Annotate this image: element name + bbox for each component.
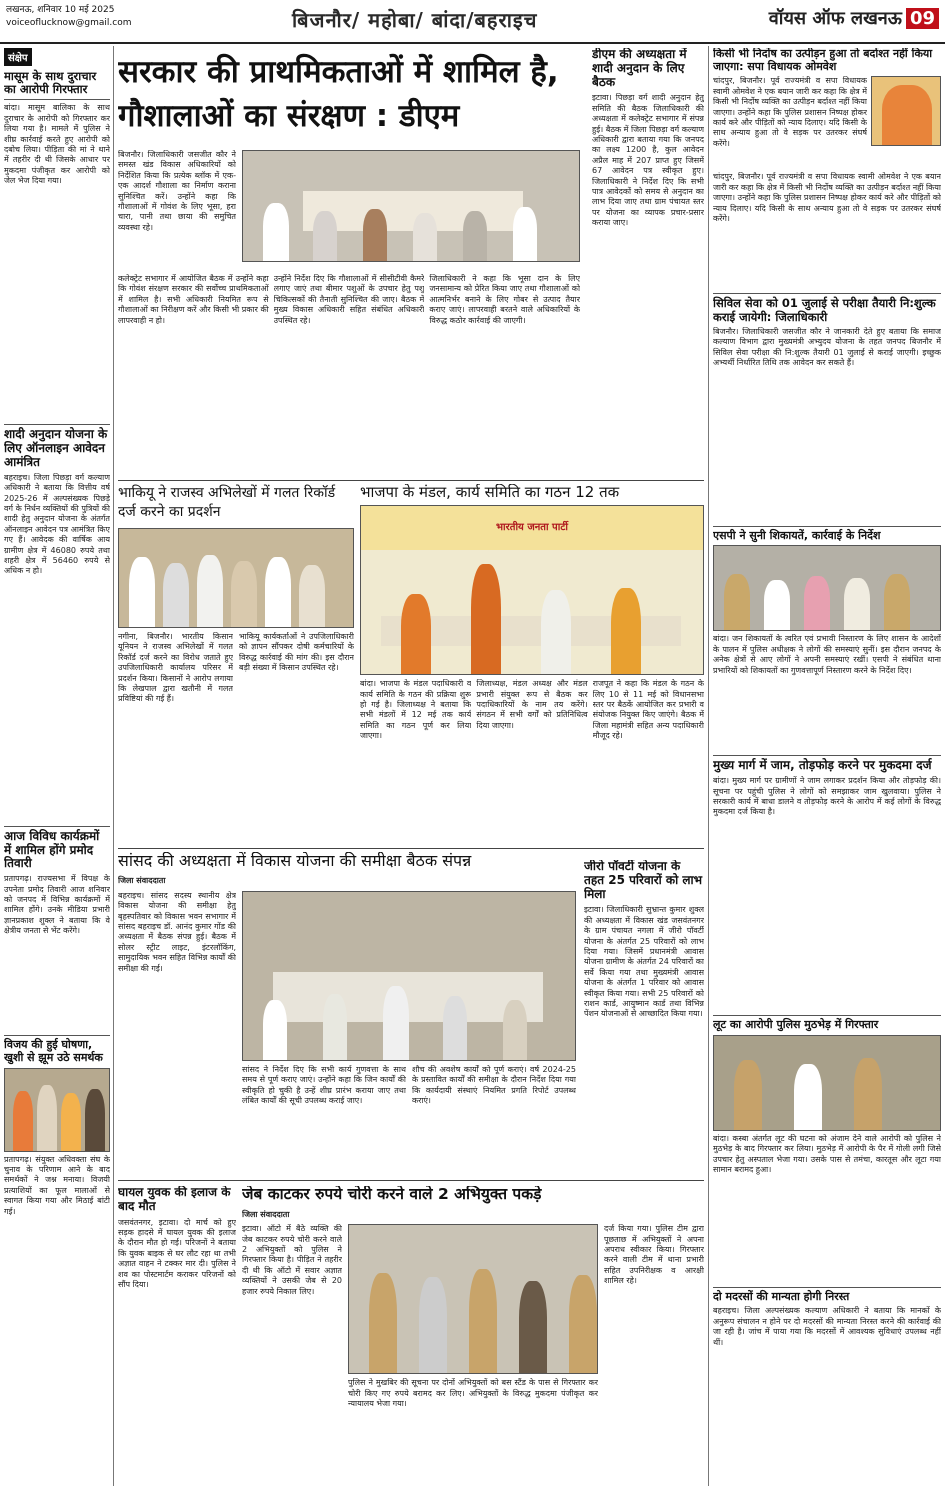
bjp-body: बांदा। भाजपा के मंडल पदाधिकारी व कार्य समिति के गठन की प्रक्रिया शुरू हो गई है। जिलाध्यक्ष ने बताया कि सभी मंडलों में 12 मई तक कार्य समिति का गठन पूर्ण कर लिया जाएगा।: [360, 679, 472, 741]
brief-body: प्रतापगढ़। संयुक्त अधिवक्ता संघ के चुनाव के परिणाम आने के बाद समर्थकों ने जश्न मनाया। विजयी प्रत्याशियों का फूल मालाओं से स्वागत किया गया और मिठाई बांटी गई।: [4, 1154, 110, 1216]
right-headline: दो मदरसों की मान्यता होगी निरस्त: [713, 1289, 850, 1303]
left-column: [4, 46, 110, 1482]
column-divider: [708, 46, 709, 1486]
bjp-body: जिलाध्यक्ष, मंडल अध्यक्ष और मंडल प्रभारी संयुक्त रूप से बैठक कर पदाधिकारियों के नाम तय करेंगे। संगठन में सभी वर्गों को प्रतिनिधित्व दिया जाएगा।: [476, 679, 588, 730]
row-divider: [118, 480, 704, 481]
section-title: बिजनौर/ महोबा/ बांदा/बहराइच: [292, 8, 538, 32]
brief-body: बहराइच। जिला पिछड़ा वर्ग कल्याण अधिकारी ने बताया कि वित्तीय वर्ष 2025-26 में अल्पसंख्यक पिछड़े वर्ग के निर्धन व्यक्तियों की पुत्रियों की शादी हेतु अनुदान योजना के अंतर्गत ऑनलाइन आवेदन पत्र आमंत्रित किए गए हैं। आवेदक की वार्षिक आय ग्रामीण क्षेत्र में 46080 रुपये तथा शहरी क्षेत्र में 56460 रुपये से अधिक न हो।: [4, 472, 110, 576]
right-body: बहराइच। जिला अल्पसंख्यक कल्याण अधिकारी ने बताया कि मानकों के अनुरूप संचालन न होने पर दो मदरसों की मान्यता निरस्त करने की कार्रवाई की जा रही है। जांच में पाया गया कि मदरसों में आवश्यक सुविधाएं उपलब्ध नहीं थीं।: [713, 1306, 941, 1347]
bjp-story: [360, 484, 704, 844]
pickpocket-body: इटावा। ऑटो में बैठे व्यक्ति की जेब काटकर रुपये चोरी करने वाले 2 अभियुक्तों को पुलिस ने गिरफ्तार किया है। पीड़ित ने तहरीर दी थी कि ऑटो में सवार अज्ञात व्यक्तियों ने उसकी जेब से 20 हजार रुपये निकाल लिए।: [242, 1224, 342, 1296]
brief-headline: शादी अनुदान योजना के लिए ऑनलाइन आवेदन आमंत्रित: [4, 427, 108, 470]
lead-story: [118, 150, 580, 480]
right-headline: सिविल सेवा को 01 जुलाई से परीक्षा तैयारी नि:शुल्क कराई जायेगी: जिलाधिकारी: [713, 296, 936, 324]
encounter-photo: [713, 1035, 941, 1131]
brief-body: बांदा। मासूम बालिका के साथ दुराचार के आरोपी को गिरफ्तार कर लिया गया है। मामले में पुलिस ने शीघ्र कार्रवाई करते हुए आरोपी को दबोच लिया। पीड़िता की मां ने थाने में तहरीर दी थी जिसके आधार पर मुकदमा पंजीकृत कर आरोपी को जेल भेज दिया गया।: [4, 103, 110, 186]
brand-name: वॉयस ऑफ लखनऊ: [768, 8, 902, 29]
injured-body: जसवंतनगर, इटावा। दो मार्च को हुए सड़क हादसे में घायल युवक की इलाज के दौरान मौत हो गई। परिजनों ने बताया कि युवक बाइक से घर लौट रहा था तभी अज्ञात वाहन ने टक्कर मार दी। पुलिस ने शव का पोस्टमार्टम कराकर परिजनों को सौंप दिया।: [118, 1217, 236, 1290]
bjp-body: राजपूत ने कहा कि मंडल के गठन के लिए 10 से 11 मई को विधानसभा स्तर पर बैठकें आयोजित कर प्रभारी व संयोजक नियुक्त किए जाएंगे। बैठक में जिला महामंत्री सहित अन्य पदाधिकारी मौजूद रहे।: [592, 679, 704, 741]
pickpocket-dateline: जिला संवाददाता: [242, 1209, 290, 1219]
right-body-cont: चांदपुर, बिजनौर। पूर्व राज्यमंत्री व सपा विधायक स्वामी ओमवेश ने एक बयान जारी कर कहा कि क्षेत्र में किसी भी निर्दोष व्यक्ति का उत्पीड़न बर्दाश्त नहीं किया जाएगा। उन्होंने कहा कि पुलिस प्रशासन निष्पक्ष होकर कार्य करे और पीड़ितों को न्याय दिलाए। यदि किसी के साथ अन्याय हुआ तो वे सड़क पर उतरकर संघर्ष करेंगे।: [713, 172, 941, 223]
review-headline: सांसद की अध्यक्षता में विकास योजना की समीक्षा बैठक संपन्न: [118, 852, 472, 870]
right-body: बांदा। जन शिकायतों के त्वरित एवं प्रभावी निस्तारण के लिए शासन के आदेशों के पालन में पुलिस अधीक्षक ने लोगों की समस्याएं सुनीं। इस दौरान जनपद के अनेक क्षेत्रों से आए लोगों ने अपनी समस्याएं रखीं। एसपी ने संबंधित थाना प्रभारियों को शिकायतों का गुणवत्तापूर्ण निस्तारण करने के निर्देश दिए।: [713, 634, 941, 675]
right-body: बिजनौर। जिलाधिकारी जसजीत कौर ने जानकारी देते हुए बताया कि समाज कल्याण विभाग द्वारा मुख्यमंत्री अभ्युदय योजना के तहत जनपद बिजनौर में सिविल सेवा परीक्षा की नि:शुल्क तैयारी 01 जुलाई से कराई जाएगी। इच्छुक अभ्यर्थी निर्धारित तिथि तक आवेदन कर सकते हैं।: [713, 326, 941, 367]
review-dateline: जिला संवाददाता: [118, 876, 166, 886]
place-date: लखनऊ, शनिवार 10 मई 2025: [6, 5, 115, 15]
dm-marriage-headline: डीएम की अध्यक्षता में शादी अनुदान के लिए बैठक: [592, 48, 687, 89]
arrest-photo: [348, 1224, 598, 1374]
column-divider: [113, 46, 114, 1486]
sp-hearing-photo: [713, 545, 941, 631]
right-body: चांदपुर, बिजनौर। पूर्व राज्यमंत्री व सपा विधायक स्वामी ओमवेश ने एक बयान जारी कर कहा कि क्षेत्र में किसी भी निर्दोष व्यक्ति का उत्पीड़न बर्दाश्त नहीं किया जाएगा। उन्होंने कहा कि पुलिस प्रशासन निष्पक्ष होकर कार्य करे और पीड़ितों को न्याय दिलाए। यदि किसी के साथ अन्याय हुआ तो वे सड़क पर उतरकर संघर्ष करेंगे।: [713, 76, 867, 148]
bjp-headline: भाजपा के मंडल, कार्य समिति का गठन 12 तक: [360, 484, 620, 501]
right-headline: लूट का आरोपी पुलिस मुठभेड़ में गिरफ्तार: [713, 1018, 879, 1032]
right-headline: एसपी ने सुनी शिकायतें, कार्रवाई के निर्देश: [713, 528, 881, 542]
page-number: 09: [906, 8, 939, 29]
zero-poverty-headline: जीरो पॉवर्टी योजना के तहत 25 परिवारों को लाभ मिला: [584, 860, 703, 901]
masthead-left: [6, 4, 132, 30]
right-headline: मुख्य मार्ग में जाम, तोड़फोड़ करने पर मुकदमा दर्ज: [713, 758, 932, 773]
brand-block: [769, 6, 939, 30]
bkiu-body: भाकियू कार्यकर्ताओं ने उपजिलाधिकारी को ज्ञापन सौंपकर दोषी कर्मचारियों के विरुद्ध कार्रवाई की मांग की। इस दौरान बड़ी संख्या में किसान उपस्थित रहे।: [239, 632, 354, 673]
meeting-photo: [242, 150, 580, 262]
celebration-photo: [4, 1068, 110, 1152]
bkiu-headline: भाकियू ने राजस्व अभिलेखों में गलत रिकॉर्ड दर्ज करने का प्रदर्शन: [118, 485, 336, 520]
injured-story: [118, 1186, 236, 1482]
lead-headline: सरकार की प्राथमिकताओं में शामिल है, गौशालाओं का संरक्षण : डीएम: [118, 54, 559, 134]
review-body: शौच की अवशेष कार्यों को पूर्ण कराएं। वर्ष 2024-25 के प्रस्तावित कार्यों की समीक्षा के दौरान निर्देश दिया गया कि कार्यदायी संस्थाएं नियमित प्रगति रिपोर्ट उपलब्ध कराएं।: [412, 1064, 576, 1106]
bkiu-body: नगीना, बिजनौर। भारतीय किसान यूनियन ने राजस्व अभिलेखों में गलत रिकॉर्ड दर्ज करने का विरोध जताते हुए उपजिलाधिकारी कार्यालय परिसर में प्रदर्शन किया। किसानों ने आरोप लगाया कि लेखपाल द्वारा खतौनी में गलत प्रविष्टियां की गई हैं।: [118, 632, 233, 704]
brief-headline: आज विविध कार्यक्रमों में शामिल होंगे प्रमोद तिवारी: [4, 828, 100, 871]
mla-portrait: [871, 76, 941, 146]
dm-marriage-body: इटावा। पिछड़ा वर्ग शादी अनुदान हेतु समिति की बैठक जिलाधिकारी की अध्यक्षता में कलेक्ट्रेट सभागार में संपन्न हुई। बैठक में जिला पिछड़ा वर्ग कल्याण अधिकारी द्वारा बताया गया कि जनपद का लक्ष्य 1200 है, कुल आवेदन अप्रैल माह में 207 प्राप्त हुए जिसमें 67 आवेदन पत्र स्वीकृत हुए। जिलाधिकारी ने निर्देश दिए कि सभी पात्र आवेदकों को समय से अनुदान का लाभ दिया जाए तथा ग्राम पंचायत स्तर पर योजना का व्यापक प्रचार-प्रसार कराया जाए।: [592, 93, 704, 228]
zero-poverty-body: इटावा। जिलाधिकारी सुभ्रान्त कुमार शुक्ल की अध्यक्षता में विकास खंड जसवंतनगर के ग्राम पंचायत नगला में जीरो पॉवर्टी योजना के अंतर्गत 25 परिवारों को लाभ दिया गया। जिसमें प्रधानमंत्री आवास योजना ग्रामीण के अंतर्गत 24 परिवारों का सर्वे किया गया तथा मुख्यमंत्री आवास योजना के अंतर्गत 1 परिवार को आवास स्वीकृत किया गया। सभी 25 परिवारों को राशन कार्ड, आयुष्मान कार्ड तथा विभिन्न पेंशन योजनाओं से आच्छादित किया गया।: [584, 905, 704, 1019]
lead-headline-block: [118, 50, 580, 150]
right-headline: किसी भी निर्दोष का उत्पीड़न हुआ तो बर्दाश्त नहीं किया जाएगा: सपा विधायक ओमवेश: [713, 48, 933, 73]
zero-poverty-story: [584, 860, 704, 1180]
brief-body: प्रतापगढ़। राज्यसभा में विपक्ष के उपनेता प्रमोद तिवारी आज शनिवार को जनपद में विभिन्न कार्यक्रमों में शामिल होंगे। उनके मीडिया प्रभारी ज्ञानप्रकाश शुक्ल ने बताया कि वे क्षेत्रीय जनता से भेंट करेंगे।: [4, 874, 110, 936]
lead-body: कलेक्ट्रेट सभागार में आयोजित बैठक में उन्होंने कहा कि गोवंश संरक्षण सरकार की सर्वोच्च प्राथमिकताओं में शामिल है। सभी अधिकारी नियमित रूप से गौशालाओं का निरीक्षण करें और किसी भी प्रकार की लापरवाही न हो।: [118, 274, 269, 325]
masthead: [0, 0, 945, 44]
row-divider: [118, 1180, 704, 1181]
right-column: [713, 48, 941, 1484]
injured-headline: घायल युवक की इलाज के बाद मौत: [118, 1186, 231, 1213]
brief-headline: विजय की हुई घोषणा, खुशी से झूम उठे समर्थक: [4, 1038, 103, 1064]
review-body: सांसद ने निर्देश दिए कि सभी कार्य गुणवत्ता के साथ समय से पूर्ण कराए जाएं। उन्होंने कहा कि जिन कार्यों की स्वीकृति हो चुकी है उन्हें शीघ्र प्रारंभ कराया जाए तथा लंबित कार्यों की सूची उपलब्ध कराई जाए।: [242, 1064, 406, 1106]
bjp-banner: भारतीय जनता पार्टी: [361, 506, 703, 550]
bkiu-story: [118, 484, 354, 844]
pickpocket-body: दर्ज किया गया। पुलिस टीम द्वारा पूछताछ में अभियुक्तों ने अपना अपराध स्वीकार किया। गिरफ्तार करने वाली टीम में थाना प्रभारी सहित उपनिरीक्षक व आरक्षी शामिल रहे।: [604, 1224, 704, 1286]
pickpocket-body: पुलिस ने मुखबिर की सूचना पर दोनों अभियुक्तों को बस स्टैंड के पास से गिरफ्तार कर चोरी किए गए रुपये बरामद कर लिए। अभियुक्तों के विरुद्ध मुकदमा पंजीकृत कर न्यायालय भेजा गया।: [348, 1378, 598, 1409]
brief-headline: मासूम के साथ दुराचार का आरोपी गिरफ्तार: [4, 69, 97, 97]
section-label: संक्षेप: [4, 48, 32, 66]
review-body: बहराइच। सांसद सदस्य स्थानीय क्षेत्र विकास योजना की समीक्षा हेतु बृहस्पतिवार को विकास भवन सभागार में सांसद बहराइच डॉ. आनंद कुमार गोंड की अध्यक्षता में बैठक संपन्न हुई। बैठक में सोलर स्ट्रीट लाइट, इंटरलॉकिंग, सामुदायिक भवन सहित विभिन्न कार्यों की समीक्षा की गई।: [118, 890, 236, 973]
protest-photo: [118, 528, 354, 628]
pickpocket-story: [242, 1186, 704, 1482]
lead-body: जिलाधिकारी ने कहा कि भूसा दान के लिए जनसामान्य को प्रेरित किया जाए तथा गौशालाओं को आत्मनिर्भर बनाने के लिए गोबर से उत्पाद तैयार कराए जाएं। लापरवाही बरतने वाले अधिकारियों के विरुद्ध कठोर कार्रवाई की जाएगी।: [429, 274, 580, 325]
dm-marriage-story: [592, 48, 704, 478]
lead-body: उन्होंने निर्देश दिए कि गौशालाओं में सीसीटीवी कैमरे लगाए जाएं तथा बीमार पशुओं के उपचार हेतु पशु चिकित्सकों की तैनाती सुनिश्चित की जाए। बैठक में मुख्य विकास अधिकारी सहित संबंधित अधिकारी उपस्थित रहे।: [273, 274, 425, 325]
pickpocket-headline: जेब काटकर रुपये चोरी करने वाले 2 अभियुक्त पकड़े: [242, 1186, 542, 1203]
right-body: बांदा। मुख्य मार्ग पर ग्रामीणों ने जाम लगाकर प्रदर्शन किया और तोड़फोड़ की। सूचना पर पहुंची पुलिस ने लोगों को समझाकर जाम खुलवाया। पुलिस ने सरकारी कार्य में बाधा डालने व तोड़फोड़ करने के आरोप में कई लोगों के विरुद्ध मुकदमा दर्ज किया है।: [713, 776, 941, 817]
email: voiceoflucknow@gmail.com: [6, 18, 132, 28]
right-body: बांदा। कस्बा अंतर्गत लूट की घटना को अंजाम देने वाले आरोपी को पुलिस ने मुठभेड़ के बाद गिरफ्तार कर लिया। मुठभेड़ में आरोपी के पैर में गोली लगी जिसे उपचार हेतु अस्पताल भेजा गया। उसके पास से तमंचा, कारतूस और लूटा गया सामान बरामद हुआ।: [713, 1133, 941, 1175]
review-meeting-photo: [242, 891, 576, 1061]
review-story: [118, 852, 576, 1178]
bjp-meeting-photo: [360, 505, 704, 675]
lead-body: बिजनौर। जिलाधिकारी जसजीत कौर ने समस्त खंड विकास अधिकारियों को निर्देशित किया कि प्रत्येक ब्लॉक में एक-एक आदर्श गौशाला का निर्माण कराना सुनिश्चित करें। उन्होंने कहा कि गौशालाओं में गोवंश के लिए भूसा, हरा चारा, पानी तथा छाया की समुचित व्यवस्था रहे।: [118, 150, 236, 232]
row-divider: [118, 848, 704, 849]
